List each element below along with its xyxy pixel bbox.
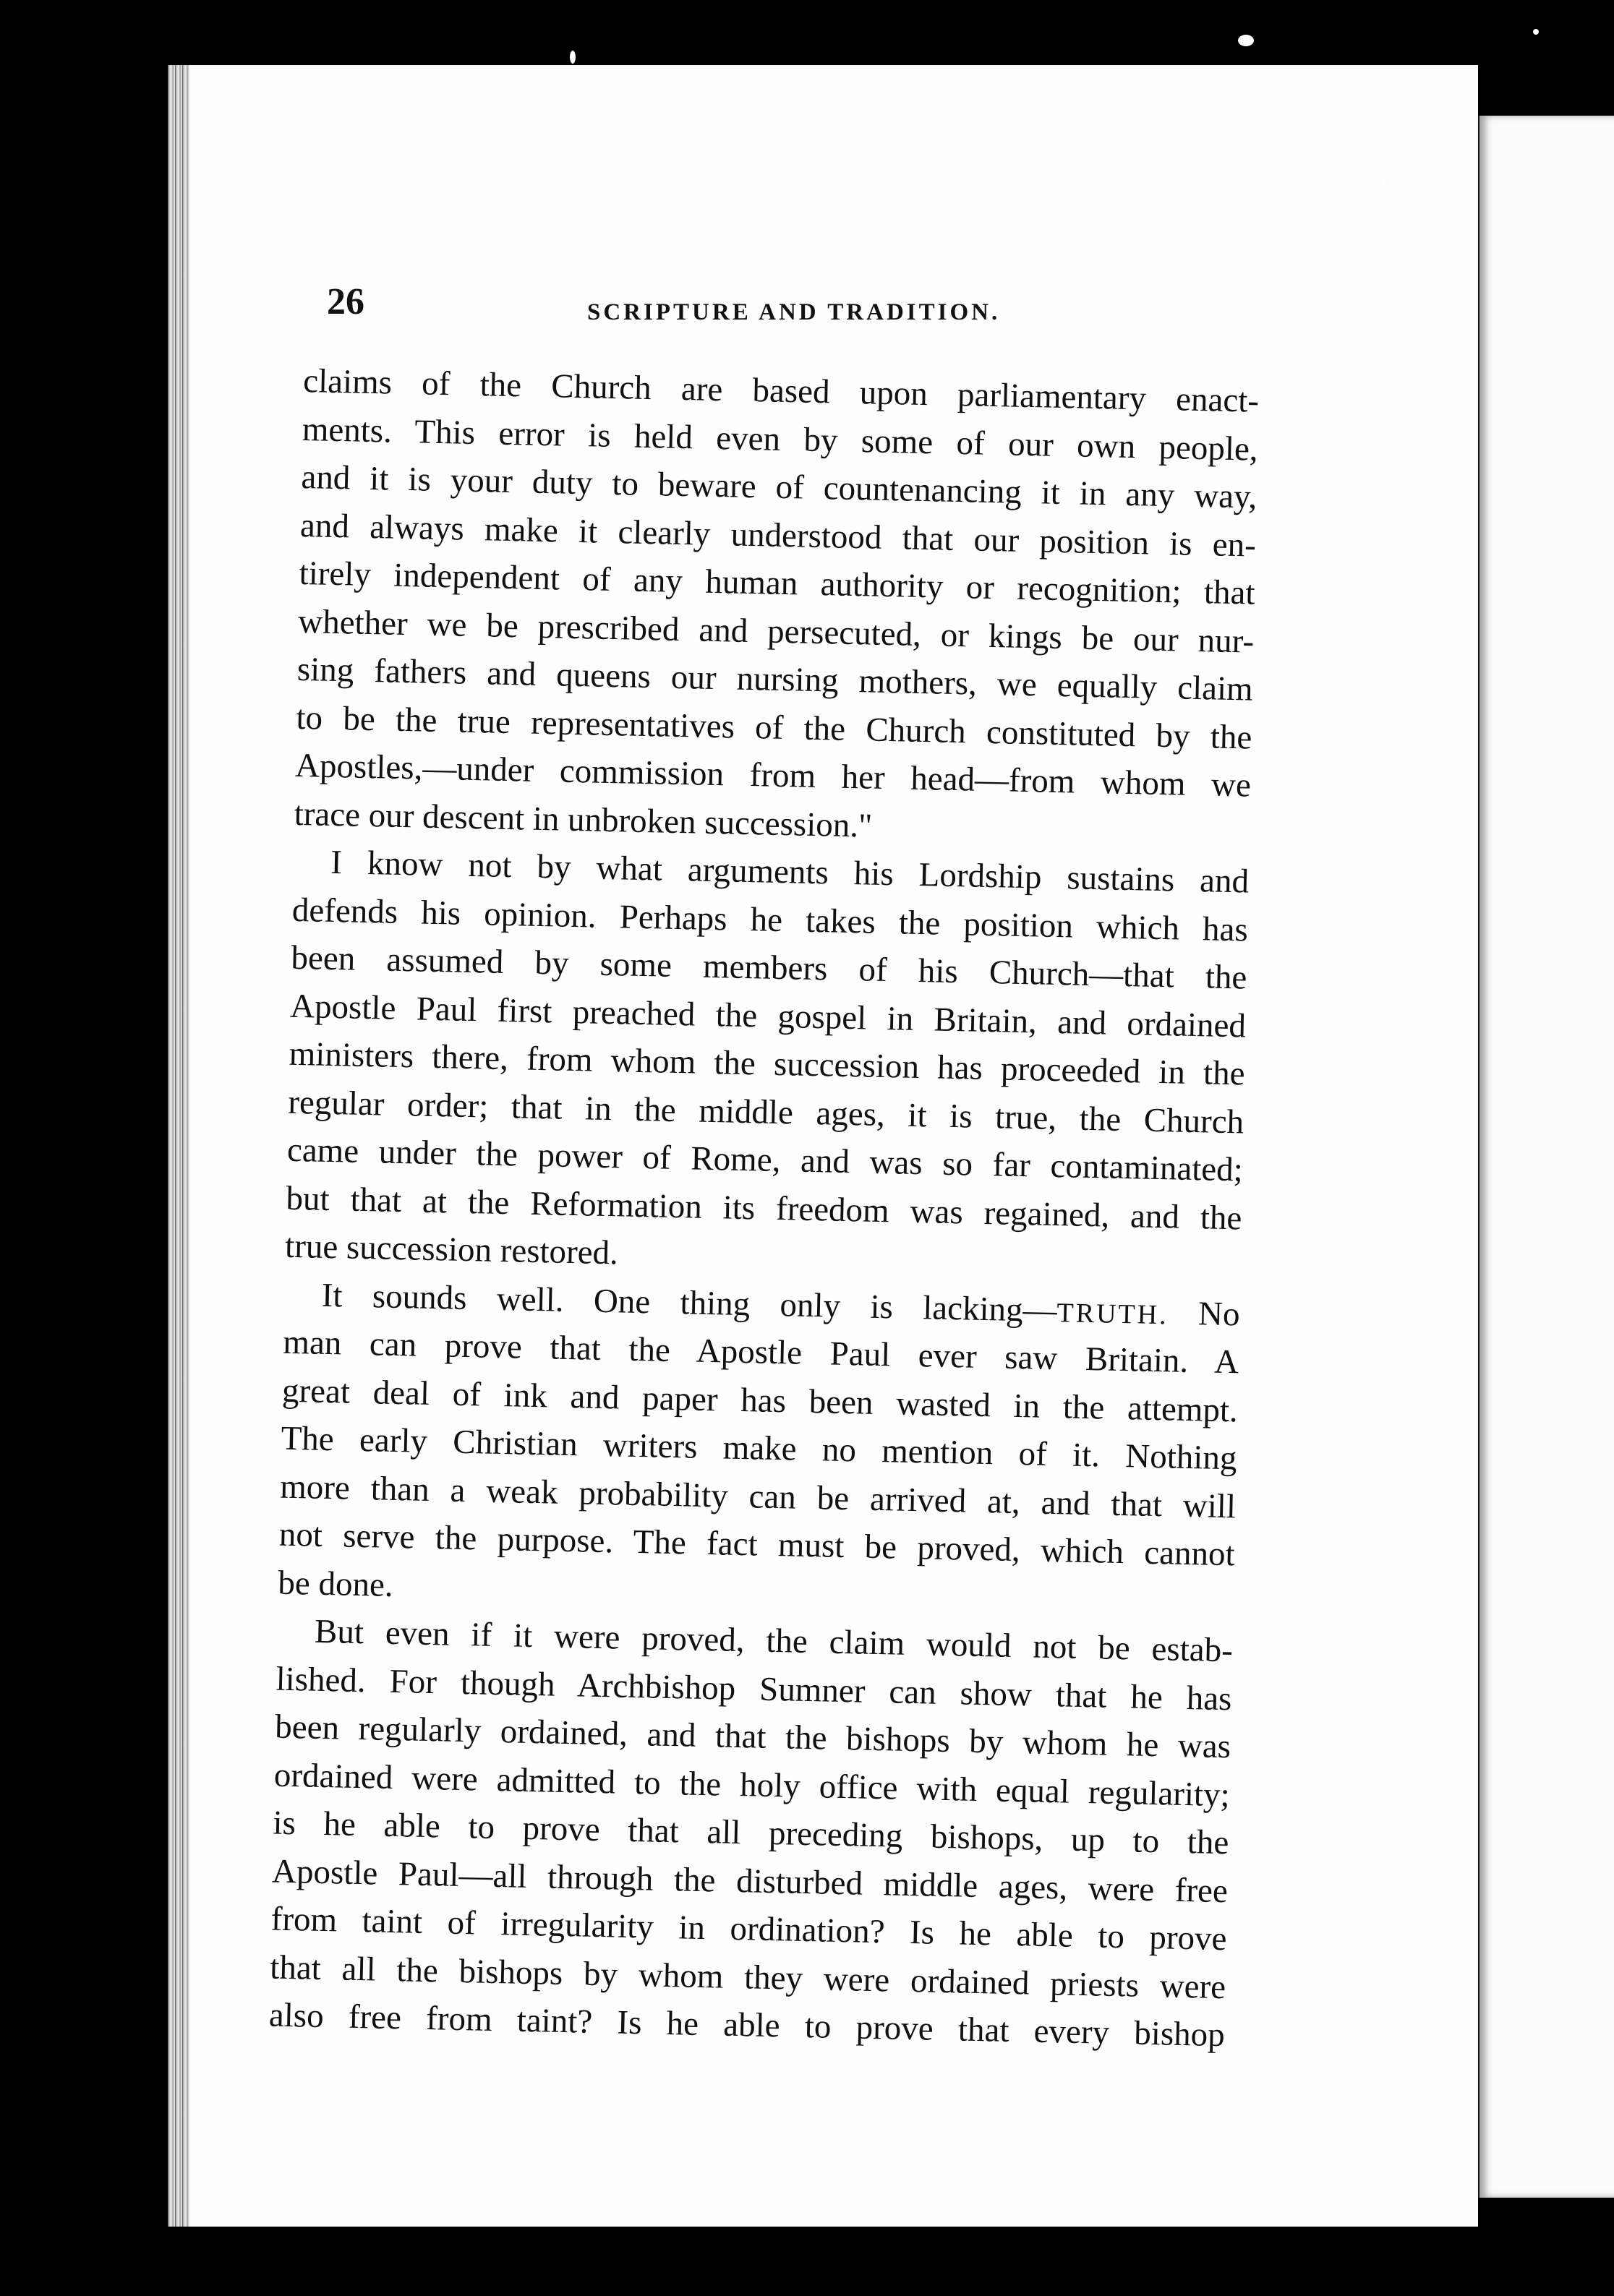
text-line-content: trace our descent in unbroken succession." — [294, 794, 873, 845]
text-line-content: sing fathers and queens our nursing mothers, we equally claim — [296, 650, 1254, 708]
text-line-content: It sounds well. One thing only is lacking— — [321, 1276, 1058, 1329]
text-line-content: not serve the purpose. The fact must be proved, which cannot — [278, 1515, 1236, 1574]
small-caps-word: TRUTH. — [1056, 1297, 1169, 1330]
text-line-content: lished. For though Archbishop Sumner can show that he has — [276, 1660, 1232, 1718]
text-line-content: But even if it were proved, the claim would not be estab- — [314, 1612, 1234, 1670]
text-line-content: great deal of ink and paper has been wasted in the attempt. — [281, 1371, 1239, 1429]
text-line-content: Apostle Paul first preached the gospel in Britain, and ordained — [289, 987, 1247, 1045]
text-line-content: ments. This error is held even by some of our own people, — [302, 410, 1259, 468]
text-line-content: been assumed by some members of his Church—that the — [291, 938, 1247, 997]
running-head: SCRIPTURE AND TRADITION. — [587, 299, 1001, 325]
text-line-content: whether we be prescribed and persecuted, or kings be our nur- — [297, 602, 1255, 661]
text-line-content: and it is your duty to beware of countenancing it in any way, — [300, 458, 1258, 516]
text-line-content: came under the power of Rome, and was so far contaminated; — [286, 1131, 1244, 1189]
text-line-content: that all the bishops by whom they were ordained priests were — [269, 1948, 1226, 2006]
text-line-content: be done. — [277, 1564, 394, 1604]
facing-page-edge — [1475, 116, 1614, 2198]
text-line-content: and always make it clearly understood that our position is en- — [299, 506, 1257, 565]
text-line-content: ministers there, from whom the succession has proceeded in the — [289, 1035, 1246, 1093]
page-gutter-edge — [168, 65, 189, 2227]
text-line-content: defends his opinion. Perhaps he takes the position which has — [291, 891, 1249, 949]
text-line-content: Apostle Paul—all through the disturbed middle ages, were free — [271, 1852, 1229, 1910]
text-line-content: regular order; that in the middle ages, it is true, the Church — [287, 1083, 1244, 1141]
body-text — [268, 357, 1259, 2060]
text-line-content: been regularly ordained, and that the bishops by whom he was — [274, 1708, 1231, 1766]
text-line-tail: No — [1168, 1293, 1241, 1333]
text-line-content: claims of the Church are based upon parliamentary enact- — [302, 361, 1260, 420]
text-line-content: is he able to prove that all preceding bishops, up to the — [272, 1804, 1229, 1862]
text-line-content: also free from taint? Is he able to prove that every bishop — [268, 1996, 1226, 2055]
text-line-content: man can prove that the Apostle Paul ever saw Britain. A — [282, 1323, 1239, 1382]
page-number: 26 — [327, 281, 364, 322]
page-header — [327, 280, 1267, 338]
text-line-content: more than a weak probability can be arrived at, and that will — [279, 1468, 1237, 1525]
text-line-content: The early Christian writers make no mention of it. Nothing — [281, 1419, 1237, 1478]
text-line-content: Apostles,—under commission from her head—from whom we — [294, 746, 1252, 805]
text-line-content: true succession restored. — [284, 1227, 619, 1272]
text-line-content: ordained were admitted to the holy office with equal regularity; — [273, 1756, 1231, 1814]
text-line-content: I know not by what arguments his Lordship sustains and — [330, 843, 1250, 901]
text-line-content: from taint of irregularity in ordination? Is he able to prove — [270, 1900, 1227, 1958]
text-line-content: tirely independent of any human authority or recognition; that — [299, 554, 1255, 612]
text-line-content: to be the true representatives of the Church constituted by the — [296, 698, 1252, 757]
text-line-content: but that at the Reformation its freedom was regained, and the — [286, 1179, 1242, 1237]
